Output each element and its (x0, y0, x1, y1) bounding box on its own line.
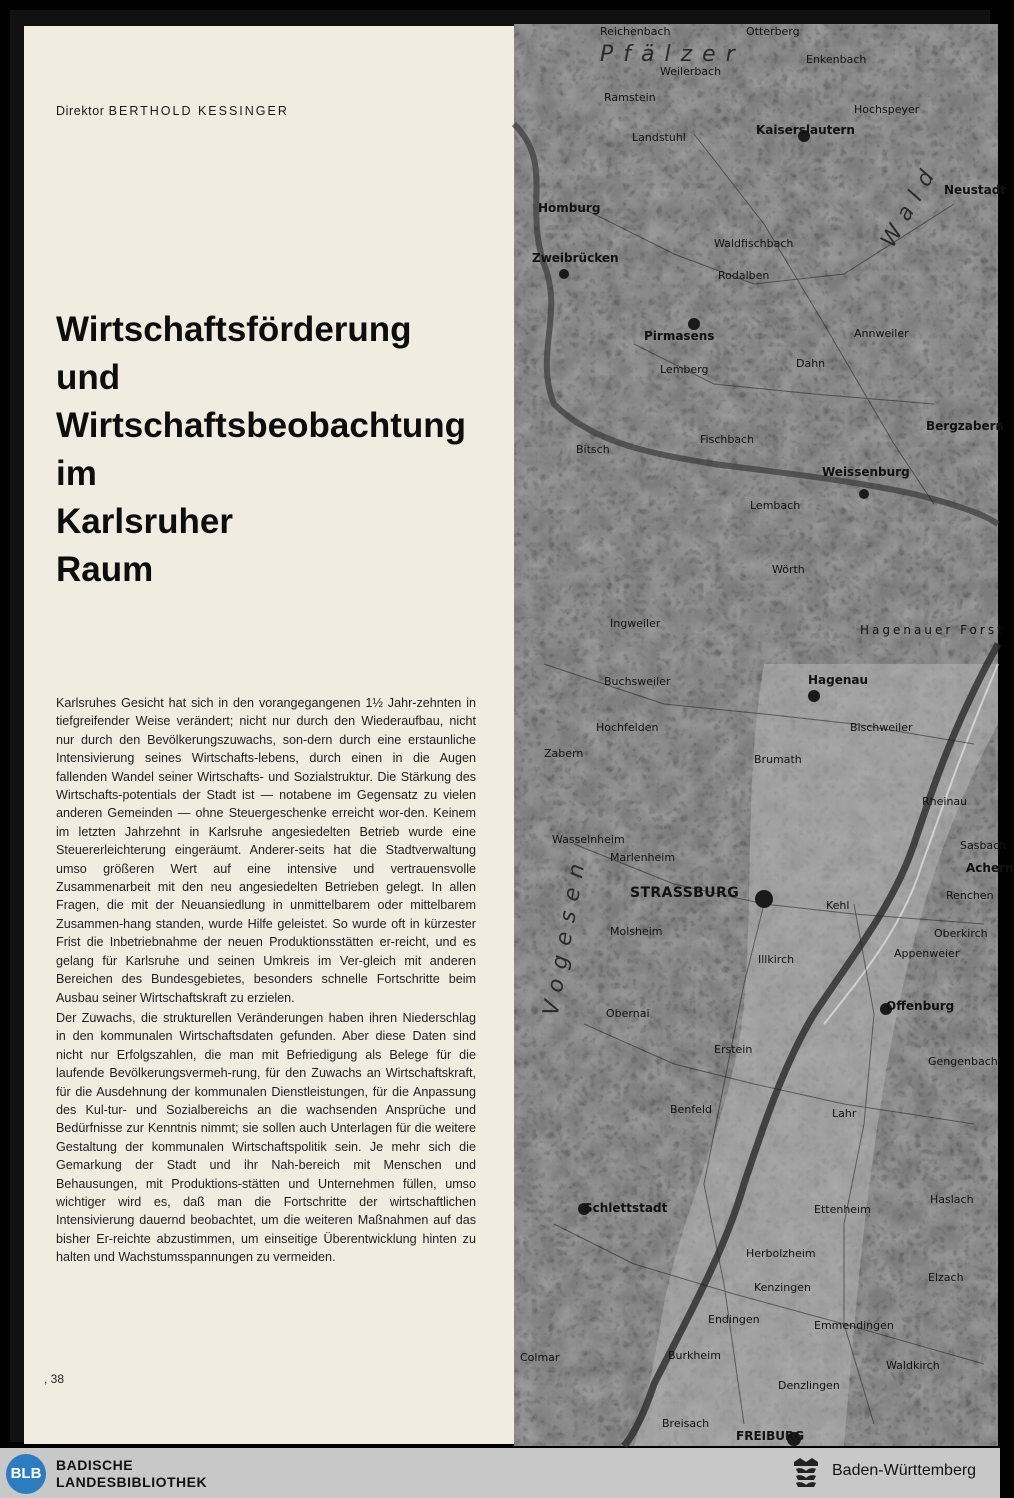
map-place-label: Lahr (832, 1107, 857, 1120)
library-name (56, 1457, 207, 1491)
map-place-label: Kehl (826, 899, 850, 912)
map-place-label: Denzlingen (778, 1379, 840, 1392)
map-place-label: Wörth (772, 563, 805, 576)
map-place-label: Hochspeyer (854, 103, 920, 116)
map-place-label: Pirmasens (644, 329, 715, 343)
library-name-line: BADISCHE (56, 1457, 134, 1473)
map-place-label: STRASSBURG (630, 885, 740, 901)
map-place-label: Emmendingen (814, 1319, 894, 1332)
map-place-label: Offenburg (886, 999, 955, 1013)
map-place-label: Zweibrücken (532, 251, 619, 265)
map-place-label: Appenweier (894, 947, 960, 960)
map-region-label: Hagenauer Forst (860, 623, 1005, 637)
map-place-label: Buchsweiler (604, 675, 671, 688)
relief-map (514, 24, 1014, 1446)
author-line (56, 104, 289, 118)
map-place-label: Benfeld (670, 1103, 712, 1116)
map-place-label: Burkheim (668, 1349, 721, 1362)
article-title (56, 306, 506, 594)
map-place-label: Elzach (928, 1271, 964, 1284)
paragraph: Der Zuwachs, die strukturellen Veränderungen haben ihren Niederschlag in den kommunalen Wirtschaftsdaten gefunden. Aber diese Daten sind nicht nur Erfolgszahlen, die man mit Befriedigung als Belege für die laufende Bevölkerungsvermeh-rung, für den Zuwachs an Wirtschaftskraft, für die Ausdehnung der kommunalen Dienstleistungen, für die Anpassung des Kul-tur- und Sozialbereichs an die wachsenden Ansprüche und Bedürfnisse zur Kenntnis nimmt; sie sollen auch Unterlagen für die weitere Gestaltung der kommunalen Wirtschaftspolitik sein. Je mehr sich die Gemarkung der Stadt und ihr Nah-bereich mit Menschen und Behausungen, mit Produktions-stätten und Unternehmen füllen, umso wichtiger wird es, daß man die Fortschritte der wirtschaftlichen Intensivierung dauernd beobachtet, um die weiteren Maßnahmen auf das bisher Er-reichte abzustimmen, um einseitige Überentwicklung hinten zu halten und Wachstumsspannungen zu vermeiden. (56, 1010, 476, 1265)
blb-logo[interactable]: BLB (6, 1454, 46, 1494)
page-number: , 38 (44, 1372, 65, 1386)
footer-bar (0, 1448, 1000, 1498)
map-place-label: Annweiler (854, 327, 909, 340)
state-coat-of-arms-icon (790, 1456, 822, 1492)
map-region-label: Wald (876, 157, 945, 252)
title-line: im (56, 454, 97, 493)
map-place-label: Ingweiler (610, 617, 661, 630)
map-place-label: Ettenheim (814, 1203, 871, 1216)
map-region-label: Pfälzer (600, 42, 745, 67)
map-place-label: Fischbach (700, 433, 755, 446)
scanned-page (10, 10, 1014, 1443)
map-place-label: Lembach (750, 499, 801, 512)
title-line: Raum (56, 550, 154, 589)
state-name[interactable]: Baden-Württemberg (832, 1462, 977, 1479)
map-place-label: Hagenau (808, 673, 869, 687)
map-place-label: Illkirch (758, 953, 795, 966)
text-page (24, 26, 514, 1444)
map-place-label: Obernai (606, 1007, 650, 1020)
map-place-label: Sasbach (960, 839, 1007, 852)
map-place-label: Oberkirch (934, 927, 988, 940)
map-place-label: Gengenbach (928, 1055, 998, 1068)
map-place-label: Reichenbach (600, 25, 671, 38)
map-place-label: Renchen (946, 889, 994, 902)
map-place-label: Erstein (714, 1043, 753, 1056)
map-place-label: Landstuhl (632, 131, 686, 144)
map-region-label: Vogesen (538, 852, 592, 1018)
map-place-label: Bischweiler (850, 721, 913, 734)
map-place-label: Achern (966, 861, 1014, 875)
map-place-label: Haslach (930, 1193, 974, 1206)
title-line: Wirtschaftsbeobachtung (56, 406, 466, 445)
map-place-label: Zabern (544, 747, 584, 760)
map-place-label: Brumath (754, 753, 802, 766)
map-place-label: Endingen (708, 1313, 760, 1326)
map-place-label: Molsheim (610, 925, 663, 938)
map-place-label: Weilerbach (660, 65, 722, 78)
map-place-label: Enkenbach (806, 53, 867, 66)
map-place-label: Colmar (520, 1351, 560, 1364)
map-place-label: Lemberg (660, 363, 709, 376)
map-place-label: Kenzingen (754, 1281, 811, 1294)
map-place-label: Wasselnheim (552, 833, 625, 846)
author-prefix: Direktor (56, 104, 105, 118)
paragraph: Karlsruhes Gesicht hat sich in den vorangegangenen 1½ Jahr-zehnten in tiefgreifender Weise verändert; nicht nur durch den Wiederaufbau, nicht nur durch den Bevölkerungszuwachs, son-dern durch eine erstaunliche Intensivierung seines Wirtschafts-lebens, durch einen in die Augen fallenden Wandel seiner Wirtschafts- und Sozialstruktur. Die Stärkung des Wirtschafts-potentials der Stadt ist — notabene im Gegensatz zu vielen anderen Gemeinden — ohne Steuergeschenke erreicht wor-den. Keinem im letzten Jahrzehnt in Karlsruhe angesiedelten Betrieb wurde eine Steuererleichterung eingeräumt. Anderer-seits hat die Stadtverwaltung umso größeren Wert auf eine intensive und vertrauensvolle Zusammenarbeit mit den neu angesiedelten Betrieben gelegt. In allen Fragen, die mit der Neuansiedlung in unmittelbarem oder mittelbarem Zusammen-hang standen, wurde Hilfe geleistet. So wurde oft in kürzester Frist die Inbetriebnahme der neuen Produktionsstätten er-reicht, und es gelang für Karlsruhe und seinen Umkreis im Ver-gleich mit anderen Bereichen des Bundesgebietes, besonders schnelle Fortschritte beim Ausbau seiner Wirtschaftskraft zu erzielen. (56, 696, 476, 1005)
title-line: Wirtschaftsförderung (56, 310, 412, 349)
article-body (56, 694, 476, 1269)
map-place-label: Otterberg (746, 25, 800, 38)
map-place-label: Ramstein (604, 91, 656, 104)
map-place-label: Kaiserslautern (756, 123, 855, 137)
library-name-line: LANDESBIBLIOTHEK (56, 1474, 208, 1490)
map-place-label: Homburg (538, 201, 601, 215)
title-line: Karlsruher (56, 502, 234, 541)
map-place-label: Breisach (662, 1417, 710, 1430)
map-place-label: Rheinau (922, 795, 968, 808)
map-place-label: Bitsch (576, 443, 610, 456)
map-place-label: Marlenheim (610, 851, 676, 864)
map-place-label: Dahn (796, 357, 826, 370)
map-place-label: FREIBURG (736, 1429, 805, 1443)
map-place-label: Hochfelden (596, 721, 659, 734)
map-place-label: Rodalben (718, 269, 770, 282)
map-place-label: Bergzabern (926, 419, 1005, 433)
author-name: BERTHOLD KESSINGER (108, 104, 289, 118)
map-place-label: Neustadt (944, 183, 1007, 197)
title-line: und (56, 358, 121, 397)
map-place-label: Schlettstadt (584, 1201, 668, 1215)
map-place-label: Waldkirch (886, 1359, 940, 1372)
map-place-label: Waldfischbach (714, 237, 794, 250)
map-place-label: Herbolzheim (746, 1247, 816, 1260)
map-place-label: Weissenburg (822, 465, 910, 479)
